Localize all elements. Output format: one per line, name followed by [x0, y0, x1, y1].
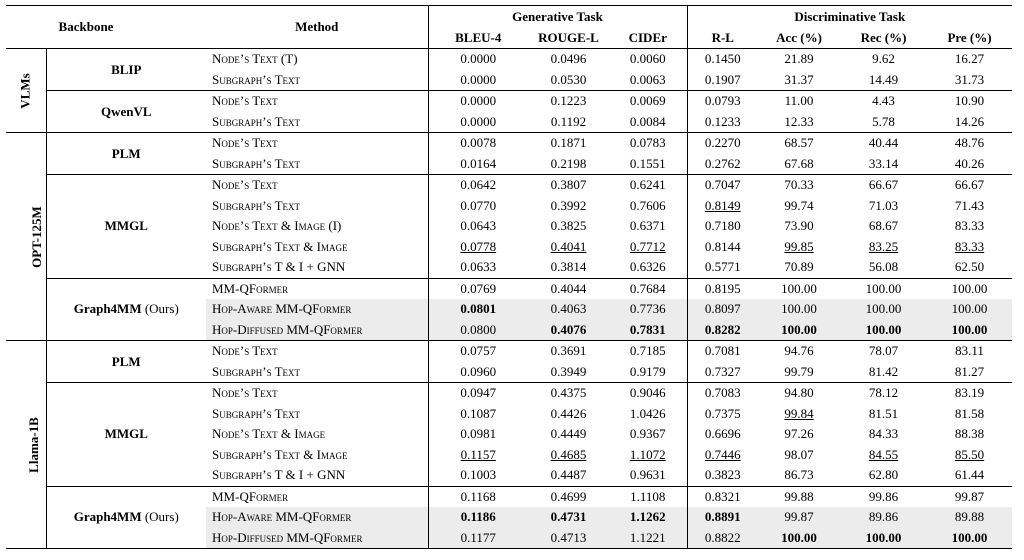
method-cell: Subgraph’s Text [212, 71, 301, 87]
value-cell: 70.89 [784, 259, 814, 275]
value-cell: 14.49 [868, 71, 899, 87]
value-cell: 62.80 [868, 467, 899, 483]
value-cell: 0.0769 [428, 278, 528, 299]
value-cell: 0.1450 [687, 49, 758, 70]
value-cell: 0.2198 [550, 155, 587, 171]
value-cell: 83.33 [954, 238, 985, 254]
method-cell: Node’s Text [206, 175, 428, 196]
table-body [6, 49, 1012, 549]
value-cell: 99.88 [758, 486, 840, 507]
value-cell: 98.07 [784, 446, 814, 462]
value-cell: 0.1551 [629, 155, 666, 171]
method-cell: Subgraph’s Text & Image [212, 238, 348, 254]
header-metric: ROUGE-L [528, 27, 609, 49]
value-cell: 0.0000 [428, 91, 528, 112]
value-cell: 61.44 [954, 467, 985, 483]
value-cell: 33.14 [868, 155, 899, 171]
backbone-label [46, 383, 206, 487]
method-cell: Hop-Diffused MM-QFormer [206, 528, 428, 549]
method-cell: Hop-Aware MM-QFormer [206, 507, 428, 528]
value-cell: 89.88 [927, 507, 1012, 528]
backbone-name: Graph4MM [73, 301, 142, 317]
value-cell: 0.0084 [629, 113, 666, 129]
value-cell: 100.00 [927, 299, 1012, 320]
value-cell: 0.7684 [609, 278, 687, 299]
backbone-name: BLIP [111, 61, 142, 77]
value-cell: 83.11 [927, 341, 1012, 362]
value-cell: 100.00 [840, 299, 927, 320]
value-cell: 83.25 [868, 238, 899, 254]
value-cell: 0.4487 [550, 467, 587, 483]
value-cell: 0.4685 [550, 446, 587, 462]
value-cell: 11.00 [758, 91, 840, 112]
method-cell: Node’s Text [206, 133, 428, 154]
value-cell: 0.7446 [687, 445, 758, 466]
method-cell: Subgraph’s Text [212, 197, 301, 213]
value-cell: 83.33 [954, 218, 985, 234]
table-row [6, 49, 1012, 70]
header-metric: Pre (%) [927, 27, 1012, 49]
value-cell: 0.3949 [550, 363, 587, 379]
method-cell: Subgraph’s Text [212, 405, 301, 421]
value-cell: 70.33 [758, 175, 840, 196]
value-cell: 99.85 [784, 238, 814, 254]
value-cell: 0.4041 [550, 238, 587, 254]
value-cell: 1.1221 [609, 528, 687, 549]
value-cell: 0.1087 [428, 404, 528, 425]
value-cell: 0.1233 [687, 112, 758, 133]
value-cell: 0.1871 [528, 133, 609, 154]
value-cell: 0.5771 [687, 257, 758, 278]
value-cell: 0.7047 [687, 175, 758, 196]
group-label [6, 49, 46, 133]
value-cell: 0.0960 [428, 362, 528, 383]
value-cell: 0.0801 [428, 299, 528, 320]
value-cell: 0.0783 [609, 133, 687, 154]
value-cell: 0.0078 [428, 133, 528, 154]
backbone-label [46, 278, 206, 341]
backbone-label [46, 91, 206, 133]
method-cell: Node’s Text [206, 383, 428, 404]
value-cell: 1.1072 [629, 446, 666, 462]
value-cell: 66.67 [927, 175, 1012, 196]
table-row [6, 91, 1012, 112]
method-cell: Node’s Text [206, 341, 428, 362]
value-cell: 0.7327 [687, 362, 758, 383]
value-cell: 68.67 [868, 218, 899, 234]
value-cell: 0.4699 [528, 486, 609, 507]
group-label [6, 341, 46, 549]
value-cell: 81.58 [954, 405, 985, 421]
value-cell: 0.4449 [550, 426, 587, 442]
value-cell: 67.68 [784, 155, 814, 171]
backbone-name: PLM [111, 145, 141, 161]
value-cell: 100.00 [758, 528, 840, 549]
value-cell: 0.8195 [687, 278, 758, 299]
method-cell: Subgraph’s Text [212, 363, 301, 379]
value-cell: 0.0164 [428, 154, 528, 175]
value-cell: 0.0793 [687, 91, 758, 112]
value-cell: 0.8097 [687, 299, 758, 320]
value-cell: 99.74 [784, 197, 814, 213]
value-cell: 0.3823 [687, 465, 758, 486]
value-cell: 0.7712 [629, 238, 666, 254]
value-cell: 81.27 [954, 363, 985, 379]
value-cell: 9.62 [872, 51, 895, 67]
header-metric: Acc (%) [758, 27, 840, 49]
value-cell: 100.00 [840, 528, 927, 549]
backbone-name: MMGL [104, 426, 148, 442]
value-cell: 99.79 [784, 363, 814, 379]
value-cell: 81.51 [868, 405, 899, 421]
backbone-label [46, 341, 206, 383]
value-cell: 0.7606 [629, 197, 666, 213]
value-cell: 100.00 [840, 278, 927, 299]
value-cell: 66.67 [840, 175, 927, 196]
value-cell: 0.1168 [428, 486, 528, 507]
value-cell: 0.7831 [609, 320, 687, 341]
value-cell: 0.4713 [528, 528, 609, 549]
value-cell: 99.86 [840, 486, 927, 507]
value-cell: 40.26 [954, 155, 985, 171]
value-cell: 0.9046 [609, 383, 687, 404]
value-cell: 0.3814 [550, 259, 587, 275]
method-cell: Node’s Text & Image (I) [212, 218, 342, 234]
value-cell: 14.26 [954, 113, 985, 129]
table-row [6, 341, 1012, 362]
value-cell: 21.89 [784, 51, 814, 67]
value-cell: 12.33 [784, 113, 814, 129]
value-cell: 0.0496 [550, 51, 587, 67]
table-row [6, 486, 1012, 507]
value-cell: 0.8321 [687, 486, 758, 507]
value-cell: 0.3992 [550, 197, 587, 213]
value-cell: 0.9179 [629, 363, 666, 379]
value-cell: 0.2762 [687, 154, 758, 175]
value-cell: 0.3825 [550, 218, 587, 234]
value-cell: 0.0770 [428, 196, 528, 217]
results-table [6, 5, 1012, 549]
value-cell: 0.1186 [428, 507, 528, 528]
value-cell: 71.43 [954, 197, 985, 213]
value-cell: 0.7736 [609, 299, 687, 320]
backbone-label [46, 133, 206, 175]
backbone-name: QwenVL [100, 103, 152, 119]
method-cell: Node’s Text [206, 91, 428, 112]
method-cell: Node’s Text (T) [212, 51, 298, 67]
table-row [6, 175, 1012, 196]
backbone-suffix: (Ours) [141, 301, 179, 317]
group-label [6, 133, 46, 341]
value-cell: 0.1003 [428, 465, 528, 486]
value-cell: 0.0000 [428, 70, 528, 91]
value-cell: 0.4426 [550, 405, 587, 421]
value-cell: 0.4063 [528, 299, 609, 320]
backbone-name: Graph4MM [73, 509, 142, 525]
value-cell: 0.0063 [629, 71, 666, 87]
value-cell: 85.50 [954, 446, 985, 462]
group-label-text: VLMs [17, 72, 33, 109]
value-cell: 0.1192 [550, 113, 587, 129]
value-cell: 0.0000 [428, 49, 528, 70]
header-method: Method [206, 6, 428, 49]
value-cell: 0.0000 [428, 112, 528, 133]
value-cell: 0.0947 [428, 383, 528, 404]
value-cell: 0.8822 [687, 528, 758, 549]
method-cell: Subgraph’s Text & Image [212, 446, 348, 462]
value-cell: 0.4044 [528, 278, 609, 299]
method-cell: Subgraph’s T & I + GNN [212, 259, 346, 275]
value-cell: 0.0757 [428, 341, 528, 362]
value-cell: 1.1262 [609, 507, 687, 528]
method-cell: MM-QFormer [206, 278, 428, 299]
value-cell: 68.57 [758, 133, 840, 154]
value-cell: 100.00 [927, 320, 1012, 341]
backbone-name: MMGL [104, 218, 148, 234]
value-cell: 0.6326 [629, 259, 666, 275]
backbone-label [46, 175, 206, 279]
value-cell: 16.27 [954, 51, 985, 67]
value-cell: 88.38 [954, 426, 985, 442]
value-cell: 0.6696 [687, 424, 758, 445]
value-cell: 0.0981 [428, 424, 528, 445]
value-cell: 78.07 [840, 341, 927, 362]
value-cell: 81.42 [868, 363, 899, 379]
value-cell: 99.84 [784, 405, 814, 421]
method-cell: Hop-Diffused MM-QFormer [206, 320, 428, 341]
value-cell: 0.4076 [528, 320, 609, 341]
header-metric: CIDEr [609, 27, 687, 49]
value-cell: 73.90 [784, 218, 814, 234]
backbone-label [46, 486, 206, 549]
backbone-suffix: (Ours) [141, 509, 179, 525]
value-cell: 0.0633 [428, 257, 528, 278]
value-cell: 0.3807 [528, 175, 609, 196]
value-cell: 0.4731 [528, 507, 609, 528]
value-cell: 94.80 [758, 383, 840, 404]
method-cell: Hop-Aware MM-QFormer [206, 299, 428, 320]
method-cell: Subgraph’s Text [212, 155, 301, 171]
value-cell: 0.0530 [550, 71, 587, 87]
value-cell: 0.1223 [528, 91, 609, 112]
value-cell: 0.4375 [528, 383, 609, 404]
value-cell: 100.00 [758, 299, 840, 320]
value-cell: 0.1907 [687, 70, 758, 91]
value-cell: 5.78 [872, 113, 895, 129]
value-cell: 0.3691 [528, 341, 609, 362]
method-cell: Subgraph’s Text [212, 113, 301, 129]
value-cell: 0.7083 [687, 383, 758, 404]
value-cell: 31.37 [784, 71, 814, 87]
value-cell: 78.12 [840, 383, 927, 404]
value-cell: 1.1108 [609, 486, 687, 507]
group-label-text: OPT-125M [28, 205, 44, 268]
value-cell: 0.0642 [428, 175, 528, 196]
group-label-text: Llama-1B [25, 416, 41, 473]
value-cell: 0.7081 [687, 341, 758, 362]
value-cell: 0.9631 [629, 467, 666, 483]
value-cell: 62.50 [954, 259, 985, 275]
value-cell: 99.87 [927, 486, 1012, 507]
value-cell: 0.7185 [609, 341, 687, 362]
header-generative: Generative Task [428, 6, 687, 28]
value-cell: 0.8144 [687, 237, 758, 258]
value-cell: 0.1157 [428, 445, 528, 466]
value-cell: 100.00 [758, 278, 840, 299]
value-cell: 31.73 [954, 71, 985, 87]
value-cell: 100.00 [927, 278, 1012, 299]
value-cell: 0.6371 [629, 218, 666, 234]
value-cell: 0.7180 [687, 216, 758, 237]
value-cell: 0.8891 [687, 507, 758, 528]
header-metric: R-L [687, 27, 758, 49]
value-cell: 56.08 [868, 259, 899, 275]
value-cell: 100.00 [927, 528, 1012, 549]
method-cell: Node’s Text & Image [212, 426, 326, 442]
header-metric: BLEU-4 [428, 27, 528, 49]
header-metric: Rec (%) [840, 27, 927, 49]
value-cell: 99.87 [758, 507, 840, 528]
value-cell: 71.03 [868, 197, 899, 213]
value-cell: 40.44 [840, 133, 927, 154]
value-cell: 0.0800 [428, 320, 528, 341]
value-cell: 86.73 [784, 467, 814, 483]
value-cell: 0.8149 [687, 196, 758, 217]
header-discriminative: Discriminative Task [687, 6, 1012, 28]
value-cell: 0.2270 [687, 133, 758, 154]
table-row [6, 133, 1012, 154]
value-cell: 1.0426 [629, 405, 666, 421]
value-cell: 97.26 [784, 426, 814, 442]
value-cell: 0.7375 [687, 404, 758, 425]
table-row [6, 383, 1012, 404]
value-cell: 4.43 [840, 91, 927, 112]
value-cell: 84.33 [868, 426, 899, 442]
header-backbone: Backbone [6, 6, 206, 49]
value-cell: 100.00 [758, 320, 840, 341]
value-cell: 84.55 [868, 446, 899, 462]
value-cell: 89.86 [840, 507, 927, 528]
value-cell: 0.0643 [428, 216, 528, 237]
value-cell: 100.00 [840, 320, 927, 341]
method-cell: Subgraph’s T & I + GNN [212, 467, 346, 483]
value-cell: 0.1177 [428, 528, 528, 549]
value-cell: 0.0069 [609, 91, 687, 112]
method-cell: MM-QFormer [206, 486, 428, 507]
table-row [6, 278, 1012, 299]
value-cell: 48.76 [927, 133, 1012, 154]
backbone-name: PLM [111, 353, 141, 369]
value-cell: 10.90 [927, 91, 1012, 112]
backbone-label [46, 49, 206, 91]
value-cell: 83.19 [927, 383, 1012, 404]
value-cell: 0.8282 [687, 320, 758, 341]
value-cell: 0.0060 [629, 51, 666, 67]
value-cell: 0.0778 [428, 237, 528, 258]
value-cell: 94.76 [758, 341, 840, 362]
value-cell: 0.6241 [609, 175, 687, 196]
value-cell: 0.9367 [629, 426, 666, 442]
